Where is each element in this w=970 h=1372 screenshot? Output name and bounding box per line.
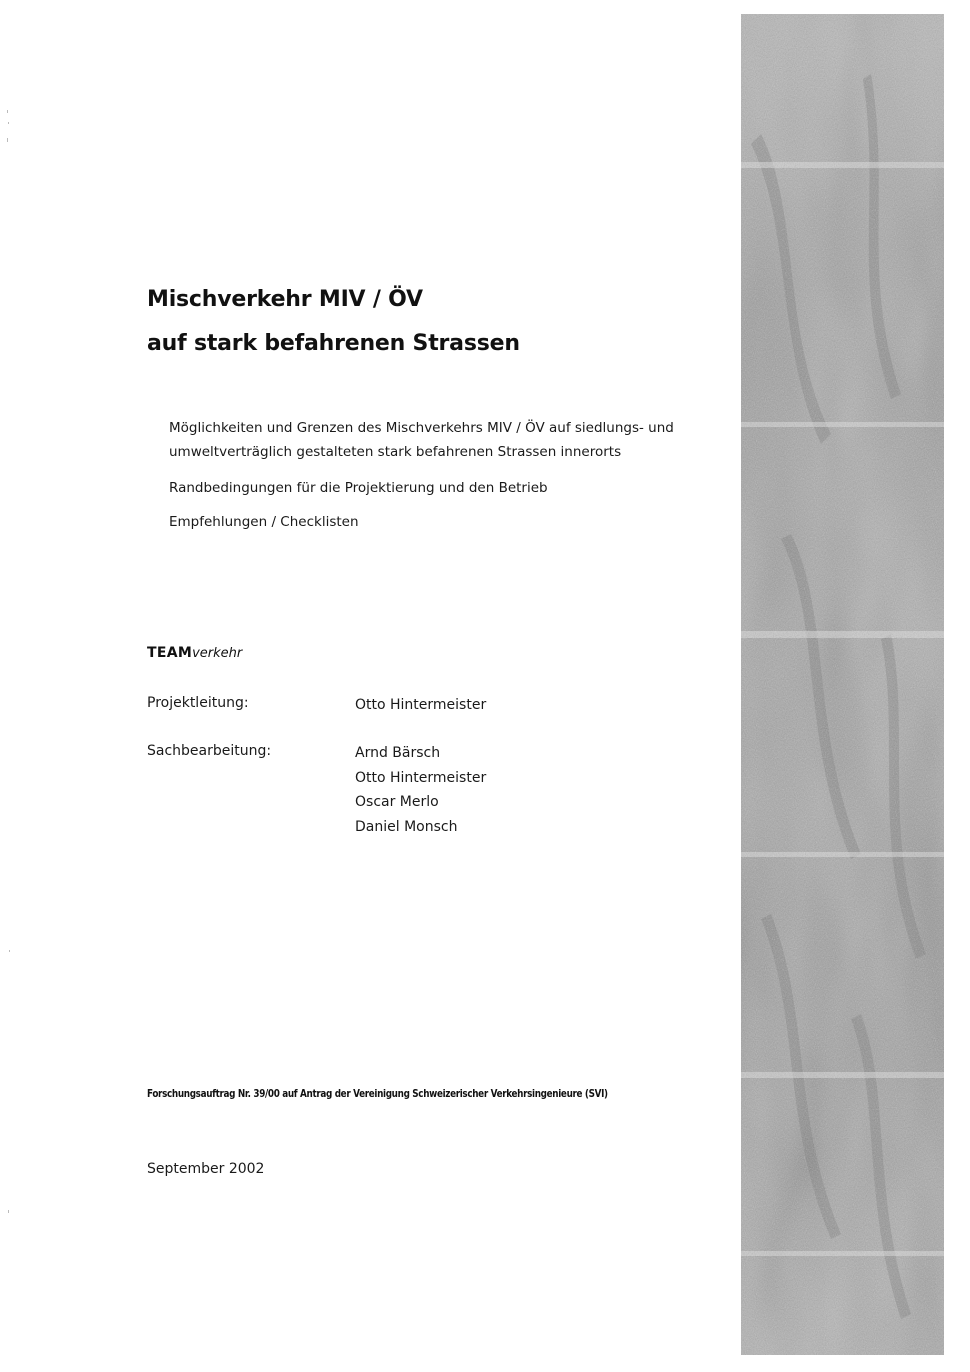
staff-name: Oscar Merlo: [355, 794, 439, 810]
research-note: Forschungsauftrag Nr. 39/00 auf Antrag der Vereinigung Schweizerischer Verkehrsingenieure (SVI): [147, 1088, 608, 1100]
organization-name-italic: verkehr: [192, 646, 243, 661]
summary-line-4: Empfehlungen / Checklisten: [169, 514, 359, 530]
staff-name: Otto Hintermeister: [355, 769, 487, 786]
project-lead-label: Projektleitung:: [147, 695, 249, 711]
organization-name: [147, 645, 242, 661]
title-line-2: auf stark befahrenen Strassen: [147, 331, 520, 356]
publication-date: September 2002: [147, 1161, 265, 1177]
summary-line-2: umweltverträglich gestalteten stark befahrenen Strassen innerorts: [169, 444, 622, 460]
summary-line-1: Möglichkeiten und Grenzen des Mischverkehrs MIV / ÖV auf siedlungs- und: [169, 420, 674, 436]
staff-list: [355, 741, 486, 839]
decorative-side-band: [741, 14, 944, 1355]
staff-name: Daniel Monsch: [355, 818, 458, 835]
summary-paragraph-1: [169, 416, 674, 464]
title-line-1: Mischverkehr MIV / ÖV: [147, 287, 423, 312]
organization-name-bold: TEAM: [147, 645, 193, 661]
project-lead-name: Otto Hintermeister: [355, 697, 487, 713]
staff-name: Arnd Bärsch: [355, 745, 441, 761]
scan-specks-decoration: [4, 100, 16, 1300]
decorative-texture-image: [741, 14, 944, 1355]
staff-label: Sachbearbeitung:: [147, 743, 272, 759]
summary-line-3: Randbedingungen für die Projektierung und den Betrieb: [169, 480, 548, 496]
